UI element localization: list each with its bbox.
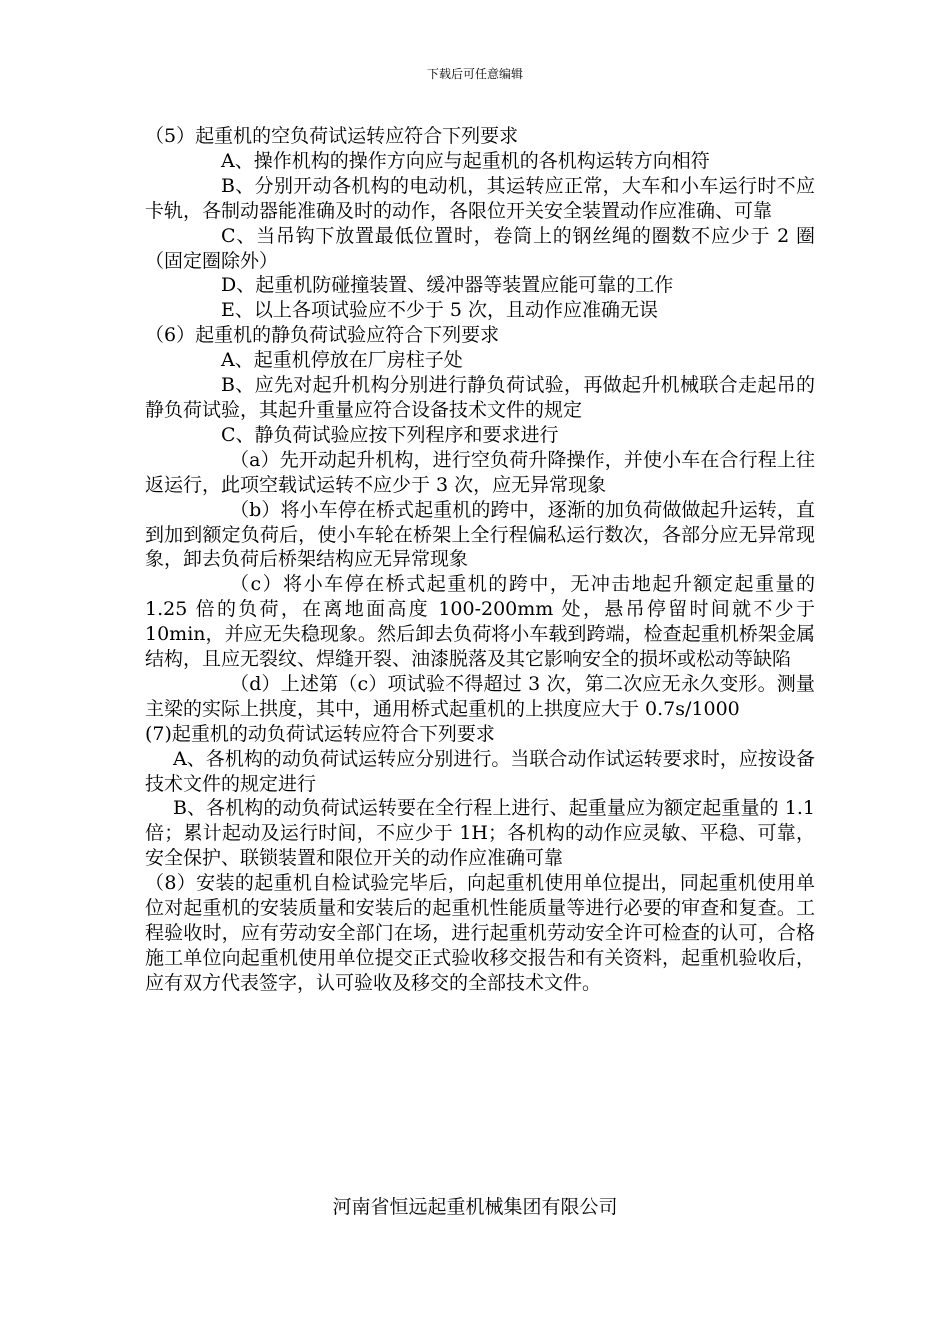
page-header-note: 下载后可任意编辑 xyxy=(426,67,523,81)
section-8-paragraph: （8）安装的起重机自检试验完毕后，向起重机使用单位提出，同起重机使用单位对起重机的安装质量和安装后的起重机性能质量等进行必要的审查和复查。工程验收时，应有劳动安全部门在场，进行起重机劳动安全许可检查的认可，合格施工单位向起重机使用单位提交正式验收移交报告和有关资料，起重机验收后，应有双方代表签字，认可验收及移交的全部技术文件。 xyxy=(145,872,815,994)
section-7-item-a: A、各机构的动负荷试运转应分别进行。当联合动作试运转要求时，应按设备技术文件的规定进行 xyxy=(145,747,815,795)
section-5-item-e: E、以上各项试验应不少于 5 次，且动作应准确无误 xyxy=(221,299,659,322)
section-5-item-d: D、起重机防碰撞装置、缓冲器等装置应能可靠的工作 xyxy=(221,274,674,297)
section-6-step-b: （b）将小车停在桥式起重机的跨中，逐渐的加负荷做做起升运转，直到加到额定负荷后，使小车轮在桥架上全行程偏私运行数次，各部分应无异常现象，卸去负荷后桥架结构应无异常现象 xyxy=(145,498,815,571)
section-6-step-a: （a）先开动起升机构，进行空负荷升降操作，并使小车在合行程上往返运行，此项空载试运转不应少于 3 次，应无异常现象 xyxy=(145,448,815,496)
section-7-item-b: B、各机构的动负荷试运转要在全行程上进行、起重量应为额定起重量的 1.1 倍；累计起动及运行时间，不应少于 1H；各机构的动作应灵敏、平稳、可靠，安全保护、联锁装置和限位开关的动作应准确可靠 xyxy=(145,797,815,870)
section-5-item-a: A、操作机构的操作方向应与起重机的各机构运转方向相符 xyxy=(221,149,710,172)
section-5-item-b: B、分别开动各机构的电动机，其运转应正常，大车和小车运行时不应卡轨，各制动器能准确及时的动作，各限位开关安全装置动作应准确、可靠 xyxy=(145,174,815,222)
section-5-heading: （5）起重机的空负荷试运转应符合下列要求 xyxy=(145,125,519,147)
section-5-item-c: C、当吊钩下放置最低位置时，卷筒上的钢丝绳的圈数不应少于 2 圈（固定圈除外） xyxy=(145,224,815,272)
document-body xyxy=(145,124,815,996)
section-6-step-c: （c）将小车停在桥式起重机的跨中，无冲击地起升额定起重量的 1.25 倍的负荷，在离地面高度 100-200mm 处，悬吊停留时间就不少于 10min，并应无失稳现象。然后卸去负荷将小车载到跨端，检查起重机桥架金属结构，且应无裂纹、焊缝开裂、油漆脱落及其它影响安全的损坏或松动等缺陷 xyxy=(145,573,815,671)
section-6-item-a: A、起重机停放在厂房柱子处 xyxy=(221,349,463,372)
section-6-heading: （6）起重机的静负荷试验应符合下列要求 xyxy=(145,324,500,347)
section-6-step-d: （d）上述第（c）项试验不得超过 3 次，第二次应无永久变形。测量主梁的实际上拱度，其中，通用桥式起重机的上拱度应大于 0.7s/1000 xyxy=(145,672,815,720)
company-name: 河南省恒远起重机械集团有限公司 xyxy=(332,1196,618,1218)
section-7-heading: (7)起重机的动负荷试运转应符合下列要求 xyxy=(145,722,495,745)
section-6-item-c: C、静负荷试验应按下列程序和要求进行 xyxy=(221,423,559,446)
section-6-item-b: B、应先对起升机构分别进行静负荷试验，再做起升机械联合走起吊的静负荷试验，其起升重量应符合设备技术文件的规定 xyxy=(145,374,815,421)
